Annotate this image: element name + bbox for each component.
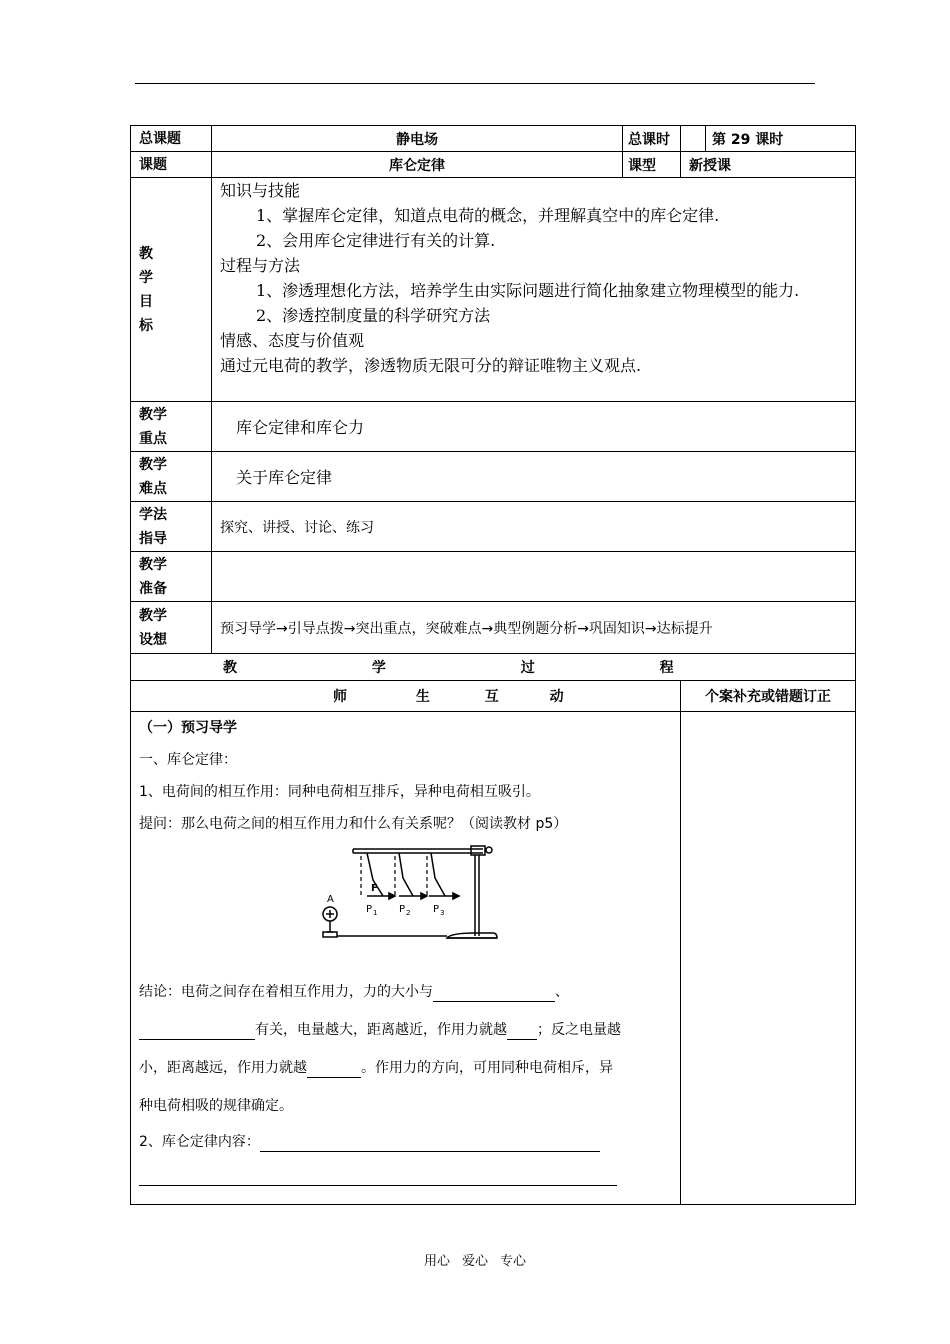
preparation-label: 教学 准备 xyxy=(131,552,212,602)
section-title: （一）预习导学 xyxy=(139,720,237,736)
difficulty-label: 教学 难点 xyxy=(131,452,212,502)
process-header: 教 学 过 程 xyxy=(131,654,856,681)
total-hours-value xyxy=(681,126,706,152)
total-hours-label: 总课时 xyxy=(623,126,681,152)
lesson-plan-table xyxy=(130,125,856,1205)
key-point-label: 教学 重点 xyxy=(131,402,212,452)
header-rule xyxy=(135,83,815,84)
lesson-type-value: 新授课 xyxy=(681,152,856,178)
svg-text:3: 3 xyxy=(440,909,445,917)
svg-text:P: P xyxy=(399,904,406,915)
course-topic-label: 总课题 xyxy=(131,126,212,152)
lesson-type-label: 课型 xyxy=(623,152,681,178)
design-content: 预习导学→引导点拨→突出重点，突破难点→典型例题分析→巩固知识→达标提升 xyxy=(212,602,856,654)
coulomb-law-line: 2、库仑定律内容： xyxy=(139,1132,672,1152)
interaction-content: （一）预习导学 一、库仑定律： 1、电荷间的相互作用：同种电荷相互排斥，异种电荷相互吸引。 提问：那么电荷之间的相互作用力和什么有关系呢？（阅读教材 p5） A F P 1 P 2 P 3 结论：电荷之间存在着相互作用力，力的大小与 、 有关，电量越大，距离越近，作用力就越 ；反之电量越 小，距离越远，作用力就越 。作用力的方向，可用同种电荷相斥，异 种电荷相吸的规律确定。 2、库仑定律内容： xyxy=(131,712,681,1205)
force-label: F xyxy=(371,883,378,894)
coulomb-experiment-diagram xyxy=(311,840,501,948)
conclusion-line-3: 小，距离越远，作用力就越 。作用力的方向，可用同种电荷相斥，异 xyxy=(139,1060,613,1076)
svg-text:1: 1 xyxy=(373,909,378,917)
conclusion-line-2: 有关，电量越大，距离越近，作用力就越 ；反之电量越 xyxy=(139,1020,672,1040)
key-point-content: 库仑定律和库仑力 xyxy=(212,402,856,452)
charge-a-label: A xyxy=(327,894,334,905)
svg-text:P: P xyxy=(433,904,440,915)
side-notes-area xyxy=(681,712,856,1205)
preparation-content xyxy=(212,552,856,602)
conclusion-line-1: 结论：电荷之间存在着相互作用力，力的大小与 、 xyxy=(139,984,569,1000)
design-label: 教学 设想 xyxy=(131,602,212,654)
svg-text:P: P xyxy=(366,904,373,915)
interaction-header: 师 生 互 动 xyxy=(131,681,681,712)
method-label: 学法 指导 xyxy=(131,502,212,552)
svg-text:2: 2 xyxy=(406,909,411,917)
course-topic-value: 静电场 xyxy=(212,126,623,152)
answer-blank xyxy=(139,1169,617,1186)
objectives-content: 知识与技能 1、掌握库仑定律，知道点电荷的概念，并理解真空中的库仑定律. 2、会用库仑定律进行有关的计算. 过程与方法 1、渗透理想化方法，培养学生由实际问题进行简化抽象建立物理模型的能力. 2、渗透控制度量的科学研究方法 情感、态度与价值观 通过元电荷的教学，渗透物质无限可分的辩证唯物主义观点. xyxy=(212,178,856,402)
method-content: 探究、讲授、讨论、练习 xyxy=(212,502,856,552)
lesson-topic-label: 课题 xyxy=(131,152,212,178)
objectives-label: 教 学 目 标 xyxy=(131,178,212,402)
side-notes-header: 个案补充或错题订正 xyxy=(681,681,856,712)
lesson-topic-value: 库仑定律 xyxy=(212,152,623,178)
difficulty-content: 关于库仑定律 xyxy=(212,452,856,502)
lesson-number: 第 29 课时 xyxy=(706,126,856,152)
page-footer: 用心 爱心 专心 xyxy=(423,1254,527,1269)
